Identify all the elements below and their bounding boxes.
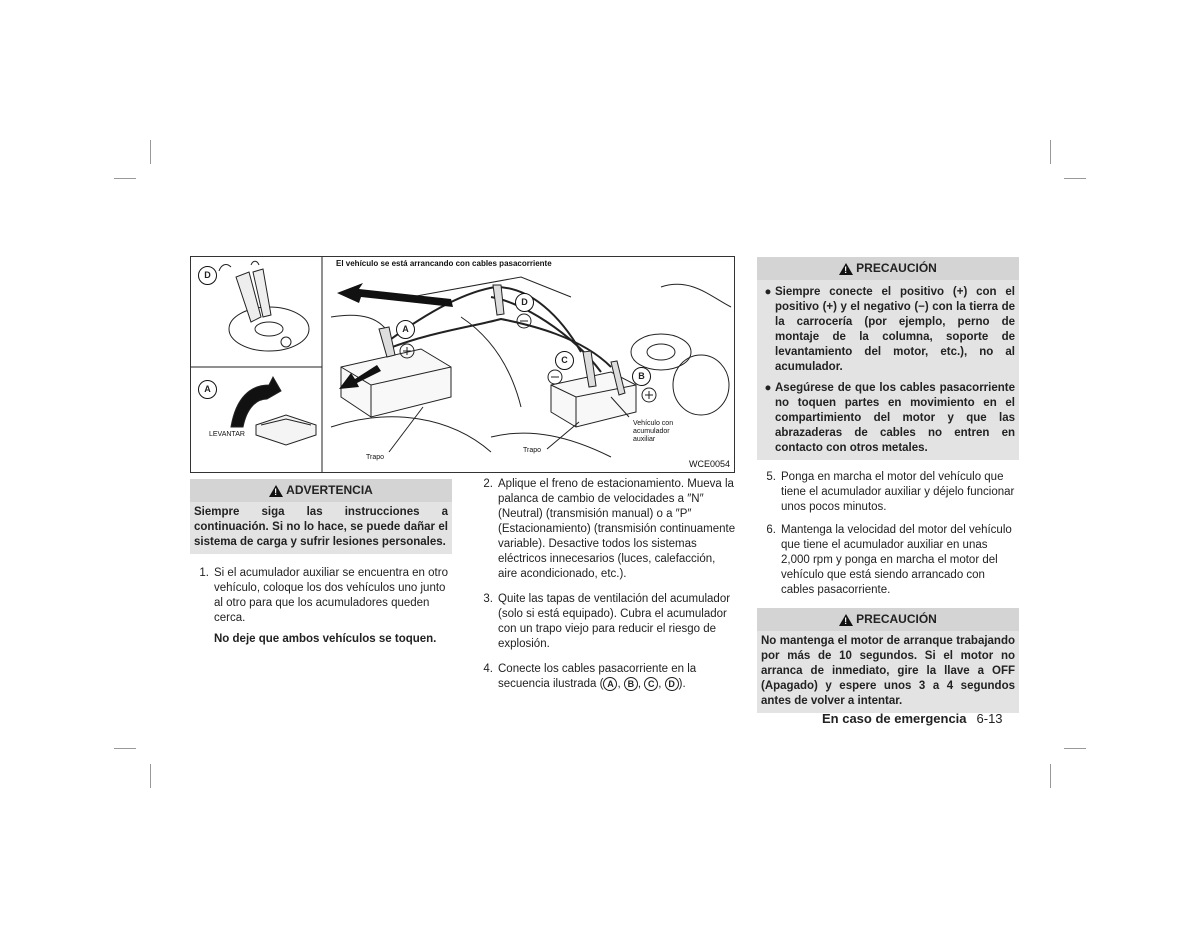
crop-mark <box>1064 178 1086 179</box>
caution-body: No mantenga el motor de arranque trabajando por más de 10 segundos. Si el motor no arranca de inmediato, gire la llave a OFF (Apagado) y espere unos 3 a 4 segundos antes de volver a intentar. <box>757 631 1019 713</box>
caution-header <box>757 257 1019 280</box>
step-text-prefix: Conecte los cables pasacorriente en la secuencia ilustrada ( <box>498 663 697 690</box>
marker-a: A <box>396 320 415 339</box>
label-auxiliary-vehicle: Vehículo con acumulador auxiliar <box>633 420 674 443</box>
warning-triangle-icon <box>269 485 283 497</box>
crop-mark <box>150 140 151 164</box>
step-text: Quite las tapas de ventilación del acumulador (solo si está equipado). Cubra el acumulador con un trapo viejo para reducir el riesgo de explosión. <box>498 593 731 650</box>
seq-marker-c: C <box>644 677 658 691</box>
label-trapo: Trapo <box>523 447 542 454</box>
caution-title: PRECAUCIÓN <box>856 612 937 626</box>
crop-mark <box>1064 748 1086 749</box>
page-footer <box>822 711 1003 726</box>
label-levantar: LEVANTAR <box>209 431 245 438</box>
step-number: 3. <box>483 593 493 605</box>
marker-d-inset: D <box>198 266 217 285</box>
marker-c: C <box>555 351 574 370</box>
warning-triangle-icon <box>839 263 853 275</box>
list-item <box>190 566 452 626</box>
step-number: 4. <box>483 663 493 675</box>
crop-mark <box>1050 764 1051 788</box>
right-column <box>757 257 1019 713</box>
caution-body <box>757 280 1019 460</box>
step-text: Conecte los cables pasacorriente en la secuencia ilustrada ( A , B , C , D ). <box>498 663 697 690</box>
bullet-icon: ● <box>764 286 772 298</box>
bullet-icon: ● <box>764 382 772 394</box>
caution-header <box>757 608 1019 631</box>
crop-mark <box>150 764 151 788</box>
caution-bullet <box>761 381 1015 456</box>
step-number: 5. <box>766 471 776 483</box>
step-text-suffix: ). <box>678 678 686 690</box>
crop-mark <box>114 748 136 749</box>
crop-mark <box>1050 140 1051 164</box>
step-note: No deje que ambos vehículos se toquen. <box>214 633 437 645</box>
warning-triangle-icon <box>839 614 853 626</box>
section-name: En caso de emergencia <box>822 711 967 726</box>
step-text: Ponga en marcha el motor del vehículo que tiene el acumulador auxiliar y déjelo funcionar unos pocos minutos. <box>781 471 1015 513</box>
marker-b: B <box>632 367 651 386</box>
caution-bullet <box>761 285 1015 375</box>
caution-box <box>757 257 1019 460</box>
step-text: Mantenga la velocidad del motor del vehículo que tiene el acumulador auxiliar en unas 2,000 rpm y ponga en marcha el motor del vehículo que está siendo arrancado con cables pasacorriente. <box>781 524 1012 596</box>
list-item <box>757 470 1019 515</box>
seq-marker-b: B <box>624 677 638 691</box>
step-number: 1. <box>199 567 209 579</box>
bullet-text: Siempre conecte el positivo (+) con el positivo (+) y el negativo (−) con la tierra de la carrocería (por ejemplo, perno de montaje de la columna, soporte de levantamiento del motor, etc.), no al acumulador. <box>775 286 1015 373</box>
step-number: 6. <box>766 524 776 536</box>
seq-marker-a: A <box>603 677 617 691</box>
step-text: Aplique el freno de estacionamiento. Mueva la palanca de cambio de velocidades a ″N″ (Neutral) (transmisión manual) o a ″P″ (Estacionamiento) (transmisión continuamente variable). Desactive todos los sistemas eléctricos innecesarios (luces, calefacción, aire acondicionado, etc.). <box>498 478 736 580</box>
step-number: 2. <box>483 478 493 490</box>
list-item <box>474 477 736 582</box>
left-column <box>190 479 452 647</box>
warning-body: Siempre siga las instrucciones a continuación. Si no lo hace, se puede dañar el sistema de carga y sufrir lesiones personales. <box>190 502 452 554</box>
middle-column <box>474 469 736 692</box>
caution-title: PRECAUCIÓN <box>856 261 937 275</box>
list-item <box>757 523 1019 598</box>
list-item <box>474 662 736 692</box>
marker-d: D <box>515 293 534 312</box>
seq-marker-d: D <box>665 677 679 691</box>
label-trapo: Trapo <box>366 454 385 461</box>
list-item <box>474 592 736 652</box>
bullet-text: Asegúrese de que los cables pasacorriente no toquen partes en movimiento en el compartimiento del motor y que las abrazaderas de cables no entren en contacto con otros metales. <box>775 382 1015 454</box>
crop-mark <box>114 178 136 179</box>
caution-box <box>757 608 1019 713</box>
figure-caption: El vehículo se está arrancando con cables pasacorriente <box>336 259 552 268</box>
jump-start-illustration <box>190 256 735 473</box>
page-number: 6-13 <box>976 711 1003 726</box>
marker-a-inset: A <box>198 380 217 399</box>
warning-header <box>190 479 452 502</box>
warning-box <box>190 479 452 554</box>
figure-code: WCE0054 <box>688 459 730 469</box>
step-text: Si el acumulador auxiliar se encuentra en otro vehículo, coloque los dos vehículos uno junto al otro para que los acumuladores queden cerca. <box>214 567 448 624</box>
warning-title: ADVERTENCIA <box>286 483 373 497</box>
